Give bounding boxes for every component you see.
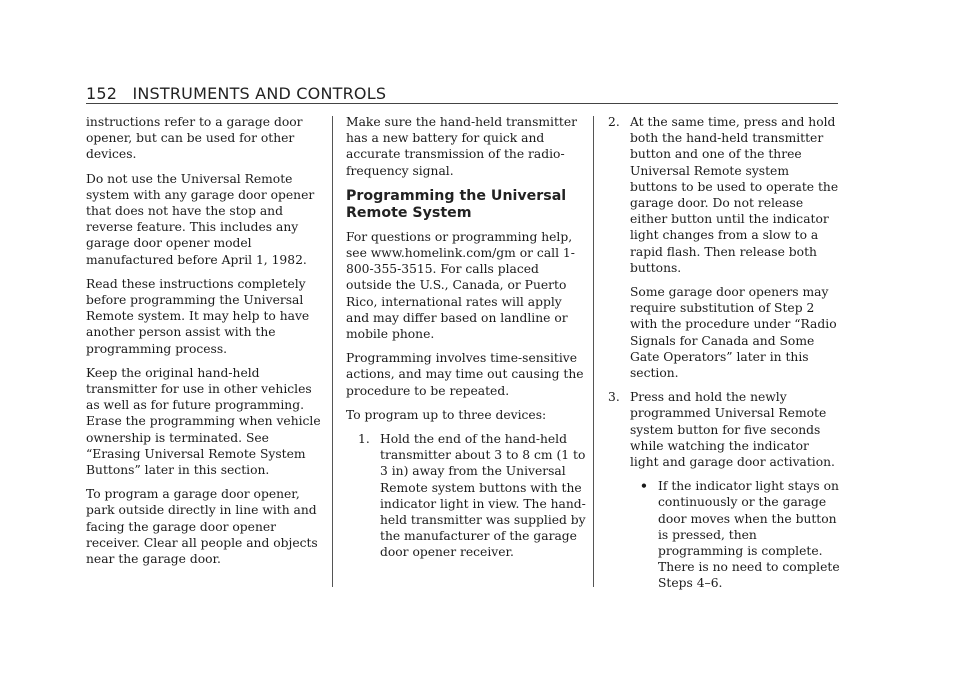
step-note: Some garage door openers may require substitution of Step 2 with the procedure under “Radio Signals for Canada and Some Gate Operators” later in this section.	[630, 285, 837, 381]
column-3	[608, 114, 840, 600]
paragraph: instructions refer to a garage door opener, but can be used for other devices.	[86, 115, 303, 162]
column-divider-1	[332, 116, 333, 587]
column-divider-2	[593, 116, 594, 587]
paragraph: Read these instructions completely before programming the Universal Remote system. It may help to have another person assist with the programming process.	[86, 276, 310, 356]
column-2	[346, 114, 586, 569]
step-number: 1.	[358, 432, 370, 447]
step-number: 3.	[608, 390, 620, 405]
paragraph: Do not use the Universal Remote system with any garage door opener that does not have the stop and reverse feature. This includes any garage door opener model manufactured before April 1, 1982.	[86, 171, 315, 267]
bullet-icon: •	[640, 478, 648, 494]
step-1	[358, 431, 586, 561]
column-1	[86, 114, 326, 575]
section-title: INSTRUMENTS AND CONTROLS	[132, 84, 387, 103]
step-text: At the same time, press and hold both the hand-held transmitter button and one of the three Universal Remote system buttons to be used to operate the garage door. Do not release either button until the indicator light changes from a slow to a rapid flash. Then release both buttons.	[630, 115, 839, 275]
paragraph: Make sure the hand-held transmitter has a new battery for quick and accurate transmission of the radio-frequency signal.	[346, 115, 578, 178]
step-text: Press and hold the newly programmed Universal Remote system button for five seconds while watching the indicator light and garage door activation.	[630, 390, 835, 470]
bullet-text: If the indicator light stays on continuously or the garage door moves when the button is pressed, then programming is complete. There is no need to complete Steps 4–6.	[658, 479, 840, 591]
bullet-item	[608, 478, 840, 591]
paragraph: Keep the original hand-held transmitter for use in other vehicles as well as for future programming. Erase the programming when vehicle ownership is terminated. See “Erasing Universal Remote System Buttons” later in this section.	[86, 365, 321, 478]
step-2	[608, 114, 840, 276]
step-number: 2.	[608, 115, 620, 129]
paragraph: To program a garage door opener, park outside directly in line with and facing the garage door opener receiver. Clear all people and objects near the garage door.	[86, 487, 318, 567]
header-rule	[86, 103, 838, 104]
section-heading: Programming the Universal Remote System	[346, 187, 567, 221]
step-3	[608, 389, 840, 470]
paragraph: For questions or programming help, see www.homelink.com/gm or call 1-800-355-3515. For calls placed outside the U.S., Canada, or Puerto Rico, international rates will apply and may differ based on landline or mobile phone.	[346, 229, 575, 342]
step-text: Hold the end of the hand-held transmitter about 3 to 8 cm (1 to 3 in) away from the Universal Remote system buttons with the indicator light in view. The hand-held transmitter was supplied by the manufacturer of the garage door opener receiver.	[380, 432, 586, 560]
page-header	[86, 84, 386, 103]
paragraph: To program up to three devices:	[346, 407, 547, 422]
page-number: 152	[86, 84, 118, 103]
paragraph: Programming involves time-sensitive actions, and may time out causing the procedure to be repeated.	[346, 351, 584, 398]
